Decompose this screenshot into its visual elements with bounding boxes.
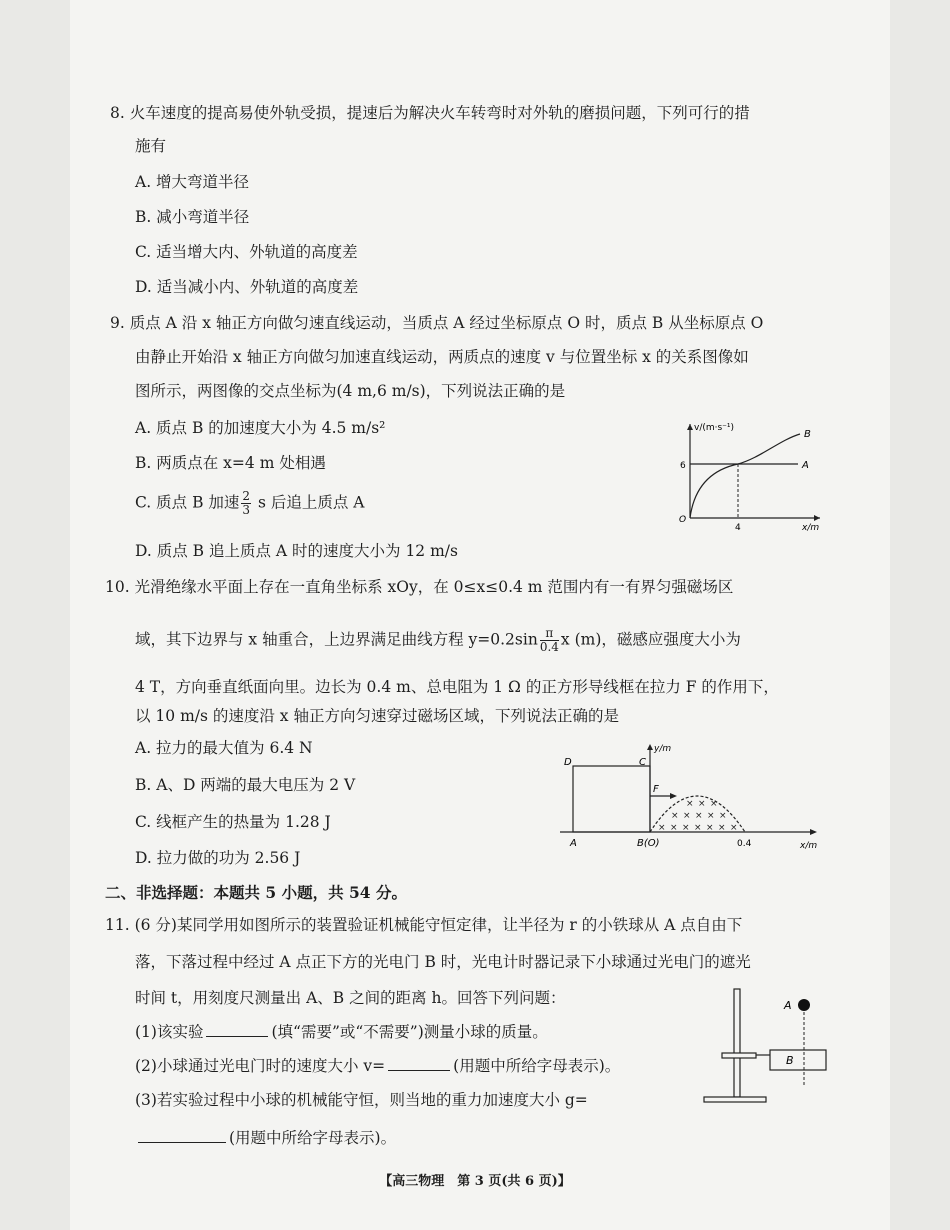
curve-b [690,434,800,518]
q11-part1-pre: (1)该实验 [135,1023,204,1041]
field-cross: × [683,811,691,821]
q9-option-c [135,490,364,517]
fraction-denominator: 0.4 [539,640,559,654]
q11-part3-tail-text: (用题中所给字母表示)。 [229,1129,397,1147]
q10-stem-line2 [135,627,741,654]
x-axis-label: x/m [802,523,820,533]
q8-option-d: D. 适当减小内、外轨道的高度差 [135,278,359,296]
q10-option-b: B. A、D 两端的最大电压为 2 V [135,776,356,794]
photogate [770,1050,826,1070]
q8-option-c: C. 适当增大内、外轨道的高度差 [135,243,358,261]
q11-apparatus-figure [700,985,840,1110]
q8-option-a: A. 增大弯道半径 [135,173,250,191]
q11-part2-pre: (2)小球通过光电门时的速度大小 v= [135,1057,386,1075]
x-axis-arrow [814,515,820,521]
tick-0-4: 0.4 [737,839,752,849]
y-axis-arrow [687,424,693,430]
q10-stem-line2-post: x (m)，磁感应强度大小为 [560,630,741,649]
field-crosses [658,799,738,833]
corner-d-label: D [564,757,572,768]
fraction-numerator: 2 [242,489,251,503]
answer-blank [138,1128,226,1143]
fraction-denominator: 3 [242,503,251,517]
q10-stem-line3: 4 T，方向垂直纸面向里。边长为 0.4 m、总电阻为 1 Ω 的正方形导线框在拉力 F 的作用下， [135,678,779,696]
field-cross: × [671,811,679,821]
q11-part1-post: (填“需要”或“不需要”)测量小球的质量。 [271,1023,548,1041]
q10-option-d: D. 拉力做的功为 2.56 J [135,849,301,867]
q11-part2 [135,1056,620,1076]
q10-fraction [540,627,559,654]
point-b-label: B [786,1054,794,1067]
q9-option-c-pre: C. 质点 B 加速 [135,493,240,512]
wire-frame [573,766,650,832]
q9-option-a: A. 质点 B 的加速度大小为 4.5 m/s² [135,419,386,437]
q9-option-b: B. 两质点在 x=4 m 处相遇 [135,454,326,472]
q10-stem-line4: 以 10 m/s 的速度沿 x 轴正方向匀速穿过磁场区域，下列说法正确的是 [135,707,619,725]
q11-part2-post: (用题中所给字母表示)。 [453,1057,621,1075]
q10-option-c: C. 线框产生的热量为 1.28 J [135,813,331,831]
point-a-label: A [784,999,792,1012]
q10-field-figure [555,740,830,855]
q9-stem-line1: 9. 质点 A 沿 x 轴正方向做匀速直线运动，当质点 A 经过坐标原点 O 时，质点 B 从坐标原点 O [110,314,764,332]
x-axis-arrow [810,829,817,835]
origin-label: B(O) [637,838,660,849]
force-label: F [653,784,659,795]
q11-part3-tail [135,1128,396,1148]
q8-stem-line2: 施有 [135,137,167,155]
corner-a-label: A [570,838,577,849]
field-cross: × [694,823,702,833]
iron-ball [798,999,810,1011]
field-cross: × [707,811,715,821]
field-cross: × [706,823,714,833]
page-footer: 【高三物理 第 3 页(共 6 页)】 [379,1174,571,1189]
field-cross: × [670,823,678,833]
section-2-heading: 二、非选择题：本题共 5 小题，共 54 分。 [105,883,407,902]
q11-part1 [135,1022,548,1042]
force-arrowhead [670,793,677,799]
field-cross: × [710,799,718,809]
q10-option-a: A. 拉力的最大值为 6.4 N [135,739,313,757]
q9-stem-line2: 由静止开始沿 x 轴正方向做匀加速直线运动，两质点的速度 v 与位置坐标 x 的关系图像如 [135,348,749,366]
field-cross: × [719,811,727,821]
field-cross: × [718,823,726,833]
field-cross: × [730,823,738,833]
q8-stem-line1: 8. 火车速度的提高易使外轨受损，提速后为解决火车转弯时对外轨的磨损问题，下列可行的措 [110,104,750,122]
corner-c-label: C [639,757,646,768]
curve-b-label: B [804,429,811,440]
y-axis-label: y/m [654,744,672,754]
q11-part3: (3)若实验过程中小球的机械能守恒，则当地的重力加速度大小 g= [135,1091,588,1109]
clamp [722,1053,756,1058]
q9-option-d: D. 质点 B 追上质点 A 时的速度大小为 12 m/s [135,542,458,560]
fraction-numerator: π [540,627,559,641]
q9-stem-line3: 图所示，两图像的交点坐标为(4 m,6 m/s)，下列说法正确的是 [135,382,566,400]
q9-option-c-fraction [241,490,251,517]
x-tick-4: 4 [735,523,741,533]
field-cross: × [686,799,694,809]
field-cross: × [695,811,703,821]
q11-stem-line2: 落，下落过程中经过 A 点正下方的光电门 B 时，光电计时器记录下小球通过光电门的遮光 [135,953,751,971]
y-tick-6: 6 [680,461,686,471]
q8-option-b: B. 减小弯道半径 [135,208,250,226]
x-axis-label: x/m [800,841,818,851]
answer-blank [206,1022,268,1037]
q9-vx-graph [670,418,830,533]
q10-stem-line2-pre: 域，其下边界与 x 轴重合，上边界满足曲线方程 y=0.2sin [135,630,538,649]
q11-stem-line3: 时间 t，用刻度尺测量出 A、B 之间的距离 h。回答下列问题： [135,989,566,1007]
y-axis-arrow [647,744,653,750]
field-cross: × [698,799,706,809]
line-a-label: A [802,460,809,471]
stand-pole [734,989,740,1097]
answer-blank [388,1056,450,1071]
field-cross: × [682,823,690,833]
stand-base [704,1097,766,1102]
q10-stem-line1: 10. 光滑绝缘水平面上存在一直角坐标系 xOy，在 0≤x≤0.4 m 范围内有一有界匀强磁场区 [105,578,734,596]
q9-option-c-post: s 后追上质点 A [253,493,365,512]
field-cross: × [658,823,666,833]
origin-label: O [679,515,687,525]
y-axis-label: v/(m·s⁻¹) [694,423,735,433]
q11-stem-line1: 11. (6 分)某同学用如图所示的装置验证机械能守恒定律，让半径为 r 的小铁球从 A 点自由下 [105,916,743,934]
